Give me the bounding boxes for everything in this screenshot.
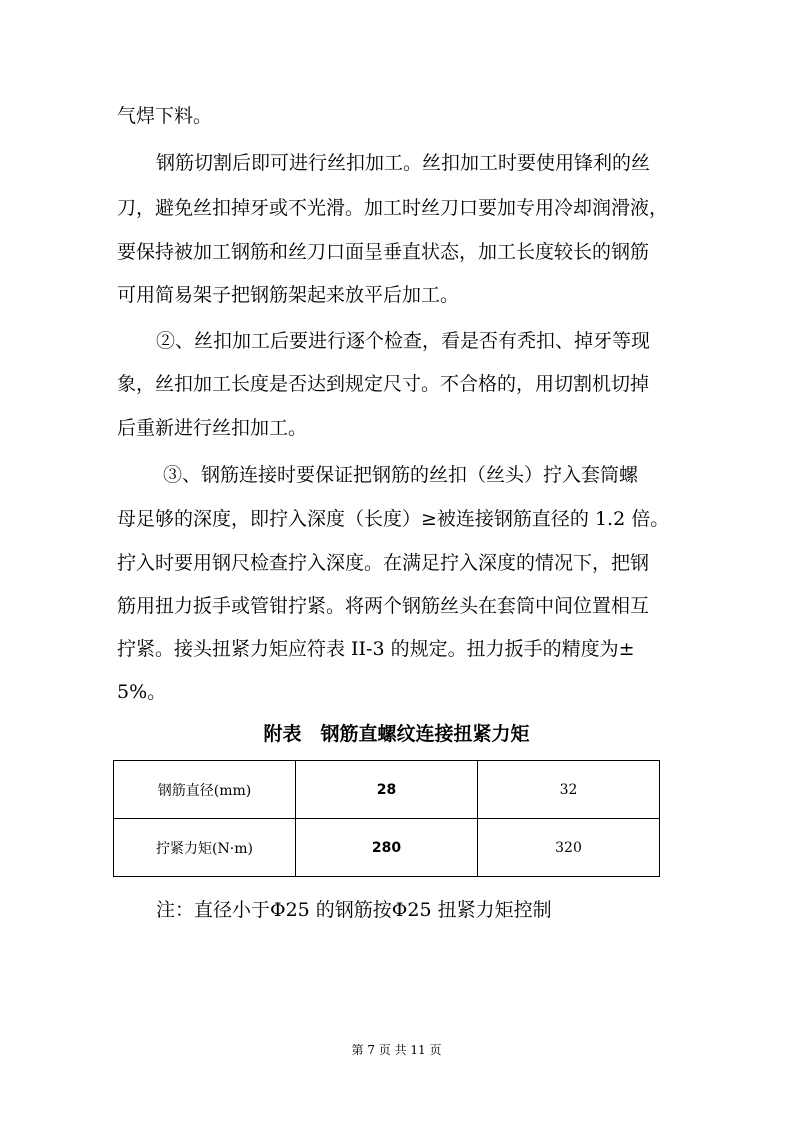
page-footer: 第 7 页 共 11 页 (351, 1043, 442, 1057)
body-line: 拧紧。接头扭紧力矩应符表 II-3 的规定。扭力扳手的精度为± (117, 638, 635, 660)
body-line: 5%。 (117, 681, 167, 703)
body-line: 刀，避免丝扣掉牙或不光滑。加工时丝刀口要加专用冷却润滑液， (117, 197, 669, 219)
table-row (114, 819, 660, 877)
table-cell: 32 (478, 761, 660, 819)
body-line: 象，丝扣加工长度是否达到规定尺寸。不合格的，用切割机切掉 (117, 373, 650, 395)
body-line: 母足够的深度，即拧入深度（长度）≥被连接钢筋直径的 1.2 倍。 (117, 508, 670, 530)
table-cell: 320 (478, 819, 660, 877)
table-cell: 280 (296, 819, 478, 877)
body-line: 可用简易架子把钢筋架起来放平后加工。 (117, 284, 460, 306)
table-note: 注：直径小于Φ25 的钢筋按Φ25 扭紧力矩控制 (156, 899, 552, 921)
torque-table (113, 760, 660, 877)
table-cell: 钢筋直径(mm) (114, 761, 296, 819)
body-line: 气焊下料。 (117, 105, 213, 127)
body-line: 要保持被加工钢筋和丝刀口面呈垂直状态，加工长度较长的钢筋 (117, 241, 650, 263)
body-line: 筋用扭力扳手或管钳拧紧。将两个钢筋丝头在套筒中间位置相互 (117, 595, 650, 617)
table-cell: 28 (296, 761, 478, 819)
body-line: ③、钢筋连接时要保证把钢筋的丝扣（丝头）拧入套筒螺 (163, 464, 639, 486)
body-line: 钢筋切割后即可进行丝扣加工。丝扣加工时要使用锋利的丝 (156, 152, 651, 174)
table-title: 附表 钢筋直螺纹连接扭紧力矩 (263, 723, 530, 745)
body-line: 拧入时要用钢尺检查拧入深度。在满足拧入深度的情况下，把钢 (117, 552, 650, 574)
table-cell: 拧紧力矩(N·m) (114, 819, 296, 877)
table-row (114, 761, 660, 819)
body-line: 后重新进行丝扣加工。 (117, 417, 308, 439)
body-line: ②、丝扣加工后要进行逐个检查，看是否有秃扣、掉牙等现 (156, 330, 651, 352)
